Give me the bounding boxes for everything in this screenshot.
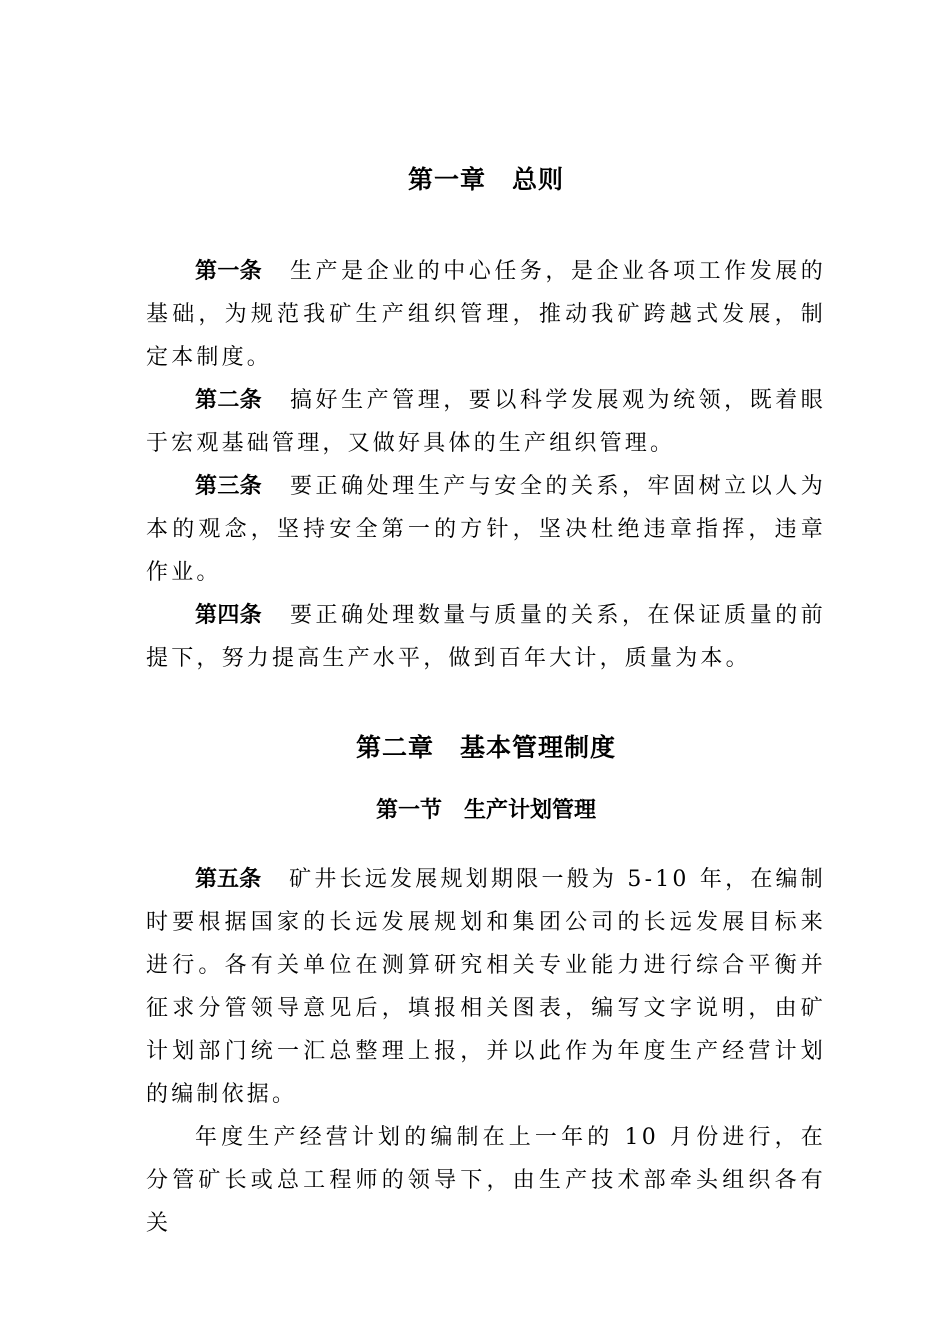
article-3-label: 第三条 bbox=[195, 474, 263, 499]
article-5-paragraph-2: 年度生产经营计划的编制在上一年的 10 月份进行，在分管矿长或总工程师的领导下，由生产技术部牵头组织各有关 bbox=[146, 1125, 826, 1236]
article-5-label: 第五条 bbox=[195, 867, 262, 892]
spacer bbox=[146, 770, 826, 790]
article-1-label: 第一条 bbox=[195, 259, 263, 284]
spacer bbox=[146, 830, 826, 858]
article-5 bbox=[146, 858, 826, 1116]
article-2-text: 搞好生产管理，要以科学发展观为统领，既着眼于宏观基础管理，又做好具体的生产组织管理。 bbox=[146, 388, 826, 456]
chapter-1-title: 第一章 总则 bbox=[407, 165, 564, 194]
spacer bbox=[146, 202, 826, 250]
article-3-text: 要正确处理生产与安全的关系，牢固树立以人为本的观念，坚持安全第一的方针，坚决杜绝违章指挥，违章作业。 bbox=[146, 474, 826, 585]
article-5-text: 矿井长远发展规划期限一般为 5-10 年，在编制时要根据国家的长远发展规划和集团公司的长远发展目标来进行。各有关单位在测算研究相关专业能力进行综合平衡并征求分管领导意见后，填报相关图表，编写文字说明，由矿计划部门统一汇总整理上报，并以此作为年度生产经营计划的编制依据。 bbox=[146, 867, 826, 1107]
article-4-text: 要正确处理数量与质量的关系，在保证质量的前提下，努力提高生产水平，做到百年大计，质量为本。 bbox=[146, 603, 826, 671]
spacer bbox=[146, 680, 826, 726]
article-1 bbox=[146, 250, 826, 379]
article-4 bbox=[146, 594, 826, 680]
document-body bbox=[146, 158, 826, 1245]
article-4-label: 第四条 bbox=[195, 603, 263, 628]
article-2-label: 第二条 bbox=[195, 388, 263, 413]
article-1-text: 生产是企业的中心任务，是企业各项工作发展的基础，为规范我矿生产组织管理，推动我矿跨越式发展，制定本制度。 bbox=[146, 259, 826, 370]
chapter-2-title: 第二章 基本管理制度 bbox=[355, 733, 616, 762]
article-2 bbox=[146, 379, 826, 465]
section-1-title: 第一节 生产计划管理 bbox=[375, 797, 596, 823]
article-3 bbox=[146, 465, 826, 594]
